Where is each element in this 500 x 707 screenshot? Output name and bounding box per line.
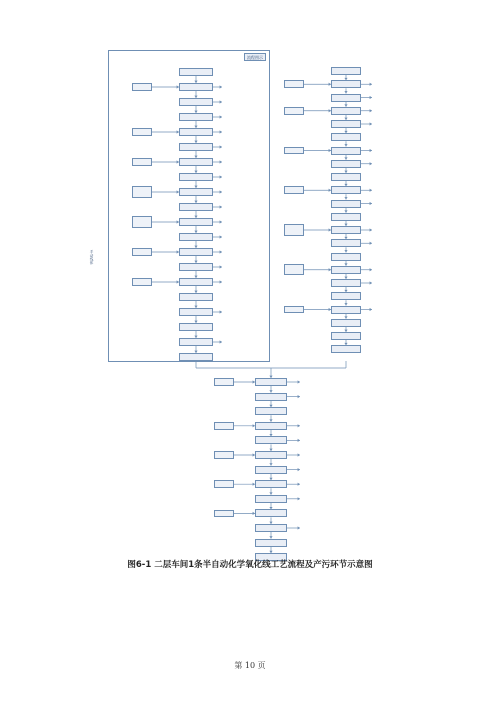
bottom_line-step-box bbox=[255, 378, 287, 386]
right_line-step-box bbox=[331, 147, 361, 155]
left_line-step-box bbox=[179, 308, 213, 316]
right_line-step-box bbox=[331, 226, 361, 234]
left_line-input-box bbox=[132, 216, 152, 227]
left_line-output-arrow bbox=[220, 85, 222, 88]
bottom_line-input-box bbox=[214, 378, 234, 386]
bottom_line-output-arrow bbox=[298, 483, 300, 486]
bottom_line-step-box bbox=[255, 436, 287, 444]
right_line-step-box bbox=[331, 319, 361, 327]
bottom_line-step-box bbox=[255, 451, 287, 459]
right_line-output-arrow bbox=[370, 149, 372, 152]
right_line-step-box bbox=[331, 200, 361, 208]
right_line-input-box bbox=[284, 264, 304, 275]
left_line-input-box bbox=[132, 248, 152, 256]
left_line-step-box bbox=[179, 83, 213, 91]
bottom_line-step-box bbox=[255, 407, 287, 415]
bottom_line-step-box bbox=[255, 466, 287, 474]
left_line-step-box bbox=[179, 323, 213, 331]
left_line-step-box bbox=[179, 173, 213, 181]
right_line-output-arrow bbox=[370, 96, 372, 99]
left_line-step-box bbox=[179, 278, 213, 286]
left_line-output-arrow bbox=[220, 175, 222, 178]
bottom_line-input-box bbox=[214, 451, 234, 459]
left_line-step-box bbox=[179, 248, 213, 256]
bottom_line-input-box bbox=[214, 422, 234, 430]
right_line-input-box bbox=[284, 186, 304, 194]
left_line-step-box bbox=[179, 203, 213, 211]
left_line-input-box bbox=[132, 128, 152, 136]
bottom_line-input-box bbox=[214, 480, 234, 488]
left_line-output-arrow bbox=[220, 130, 222, 133]
right_line-input-box bbox=[284, 306, 304, 314]
bottom_line-step-box bbox=[255, 495, 287, 503]
bottom_line-step-box bbox=[255, 509, 287, 517]
right_line-step-box bbox=[331, 120, 361, 128]
right_line-step-box bbox=[331, 160, 361, 168]
left_line-output-arrow bbox=[220, 190, 222, 193]
left_line-input-box bbox=[132, 158, 152, 166]
right_line-output-arrow bbox=[370, 242, 372, 245]
left_line-step-box bbox=[179, 293, 213, 301]
bottom_line-step-box bbox=[255, 422, 287, 430]
bottom_line-output-arrow bbox=[298, 395, 300, 398]
right_line-output-arrow bbox=[370, 268, 372, 271]
bottom_line-output-arrow bbox=[298, 424, 300, 427]
right_line-output-arrow bbox=[370, 281, 372, 284]
left_line-step-box bbox=[179, 143, 213, 151]
bottom_line-step-box bbox=[255, 480, 287, 488]
bottom_line-step-box bbox=[255, 393, 287, 401]
bottom_line-input-box bbox=[214, 510, 234, 518]
left_line-step-box bbox=[179, 158, 213, 166]
right_line-step-box bbox=[331, 173, 361, 181]
left_line-step-box bbox=[179, 128, 213, 136]
right_line-output-arrow bbox=[370, 228, 372, 231]
left_line-output-arrow bbox=[220, 235, 222, 238]
right_line-input-box bbox=[284, 147, 304, 155]
left_line-output-arrow bbox=[220, 220, 222, 223]
left_line-step-box bbox=[179, 68, 213, 76]
right_line-output-arrow bbox=[370, 202, 372, 205]
right_line-step-box bbox=[331, 266, 361, 274]
right_line-step-box bbox=[331, 306, 361, 314]
right_line-output-arrow bbox=[370, 83, 372, 86]
left_line-step-box bbox=[179, 218, 213, 226]
left_line-step-box bbox=[179, 188, 213, 196]
left_line-output-arrow bbox=[220, 100, 222, 103]
left_line-output-arrow bbox=[220, 280, 222, 283]
right_line-output-arrow bbox=[370, 162, 372, 165]
side-label: 手动线体 bbox=[90, 250, 94, 265]
right_line-step-box bbox=[331, 133, 361, 141]
right_line-step-box bbox=[331, 239, 361, 247]
bottom_line-output-arrow bbox=[298, 497, 300, 500]
right_line-step-box bbox=[331, 67, 361, 75]
right_line-step-box bbox=[331, 213, 361, 221]
bottom_line-output-arrow bbox=[298, 453, 300, 456]
right_line-step-box bbox=[331, 345, 361, 353]
bottom_line-output-arrow bbox=[298, 468, 300, 471]
left_line-output-arrow bbox=[220, 310, 222, 313]
left_line-output-arrow bbox=[220, 145, 222, 148]
right_line-step-box bbox=[331, 292, 361, 300]
page-number: 第 10 页 bbox=[234, 661, 266, 670]
right_line-output-arrow bbox=[370, 189, 372, 192]
left_line-step-box bbox=[179, 233, 213, 241]
right_line-output-arrow bbox=[370, 308, 372, 311]
left_line-output-arrow bbox=[220, 340, 222, 343]
left_line-output-arrow bbox=[220, 205, 222, 208]
bottom_line-output-arrow bbox=[298, 380, 300, 383]
right_line-step-box bbox=[331, 332, 361, 340]
right_line-step-box bbox=[331, 279, 361, 287]
left_line-input-box bbox=[132, 278, 152, 286]
left_line-step-box bbox=[179, 263, 213, 271]
left_line-output-arrow bbox=[220, 250, 222, 253]
left_line-step-box bbox=[179, 113, 213, 121]
right_line-output-arrow bbox=[370, 122, 372, 125]
left_line-output-arrow bbox=[220, 115, 222, 118]
left_line-output-arrow bbox=[220, 265, 222, 268]
bottom_line-step-box bbox=[255, 524, 287, 532]
left_line-step-box bbox=[179, 338, 213, 346]
left_line-input-box bbox=[132, 186, 152, 197]
legend-box: 流程图示 bbox=[244, 53, 266, 61]
left_line-output-arrow bbox=[220, 160, 222, 163]
right_line-step-box bbox=[331, 94, 361, 102]
right_line-input-box bbox=[284, 80, 304, 88]
right_line-input-box bbox=[284, 224, 304, 235]
figure-caption: 图6-1 二层车间1条半自动化学氧化线工艺流程及产污环节示意图 bbox=[127, 560, 373, 570]
left_line-input-box bbox=[132, 83, 152, 91]
right_line-step-box bbox=[331, 186, 361, 194]
bottom_line-output-arrow bbox=[298, 439, 300, 442]
right_line-step-box bbox=[331, 80, 361, 88]
bottom_line-step-box bbox=[255, 539, 287, 547]
left_line-step-box bbox=[179, 98, 213, 106]
right_line-step-box bbox=[331, 107, 361, 115]
left_line-step-box bbox=[179, 353, 213, 361]
right_line-step-box bbox=[331, 253, 361, 261]
right_line-input-box bbox=[284, 107, 304, 115]
bottom_line-output-arrow bbox=[298, 526, 300, 529]
right_line-output-arrow bbox=[370, 109, 372, 112]
